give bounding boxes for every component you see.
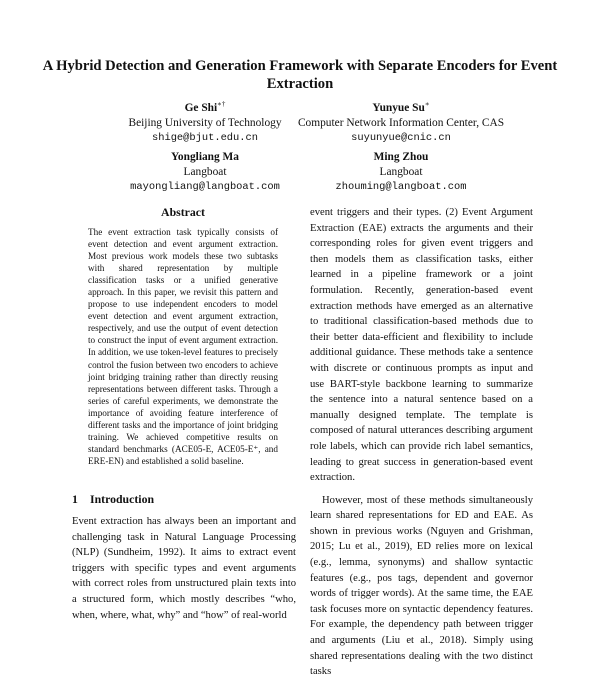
author-block (110, 150, 300, 195)
author-email[interactable]: mayongliang@langboat.com (130, 181, 280, 193)
author-block (110, 97, 300, 146)
author-mark: ∗ (424, 100, 430, 108)
abstract-text: The event extraction task typically consists of event detection and event argument extraction. Most previous work models these two subtasks with shared representation by multiple classification tasks or a unified generative approach. In this paper, we revisit this pattern and propose to use independent encoders to model event detection and event argument extraction, respectively, and use the output of event detection to construct the input of event argument extraction. In addition, we use token-level features to precisely control the fusion between two encoders to achieve joint bridging training rather than directly reusing representations between different tasks. Through a series of careful experiments, we demonstrate the importance of avoiding feature interference of different tasks and the importance of joint bridging training. We achieved competitive results on standard benchmarks (ACE05-E, ACE05-E⁺, and ERE-EN) and established a solid baseline. (88, 227, 278, 466)
abstract-heading: Abstract (161, 205, 205, 219)
intro-left-column (72, 514, 296, 623)
author-email[interactable]: zhouming@langboat.com (335, 181, 467, 193)
author-name: Ming Zhou (373, 151, 429, 163)
author-block (286, 97, 516, 146)
paper-title: A Hybrid Detection and Generation Framework with Separate Encoders for Event Extraction (42, 58, 558, 92)
section-title: Introduction (90, 492, 155, 506)
body-paragraph: However, most of these methods simultaneously learn shared representations for ED and EAE. As shown in previous works (Nguyen and Grishman, 2015; Lu et al., 2019), ED relies more on lexical (e.g., lemma, synonyms) and shallow syntactic features (e.g., pos tags, dependent and governor words of trigger words). At the same time, the EAE task focuses more on syntactic dependency features. For example, the dependency path between trigger and arguments (Liu et al., 2018). Simply using shared representations dealing with the two distinct tasks (310, 494, 533, 678)
author-block (286, 150, 516, 195)
author-email[interactable]: shige@bjut.edu.cn (151, 131, 258, 144)
body-paragraph: event triggers and their types. (2) Event Argument Extraction (EAE) extracts the arguments and their corresponding roles for given event triggers and then models them as classification tasks, either learned in a pipeline framework or a joint formulation. Recently, generation-based event extraction methods have emerged as an alternative to traditional classification-based methods due to their better data-efficient and flexibility to include additional guidance. These methods take a sentence with discrete or continuous prompts as input and use BART-style backbone learning to summarize the sentence into a natural sentence based on a manually designed template. The template is composed of natural utterances describing argument role labels, which can provide rich label semantics, leading to great success in generation-based event extraction. (310, 207, 533, 484)
author-affiliation: Beijing University of Technology (128, 116, 282, 129)
section-heading (72, 492, 292, 507)
section-number: 1 (72, 492, 78, 506)
author-name: Yongliang Ma (170, 151, 240, 163)
author-email[interactable]: suyunyue@cnic.cn (351, 131, 451, 144)
author-affiliation: Langboat (183, 166, 227, 178)
right-column (310, 205, 533, 680)
intro-paragraph: Event extraction has always been an important and challenging task in Natural Language Processing (NLP) (Sundheim, 1992). It aims to extract event triggers with specific types and event arguments with correct roles from unstructured plain texts into a structured form, which mostly describes “who, when, where, what, why” and “how” of real-world (72, 516, 296, 621)
author-name: Ge Shi∗† (184, 100, 226, 114)
author-mark: ∗† (217, 100, 226, 108)
author-name: Yunyue Su∗ (372, 100, 430, 114)
author-affiliation: Langboat (379, 166, 423, 178)
author-affiliation: Computer Network Information Center, CAS (297, 116, 505, 129)
